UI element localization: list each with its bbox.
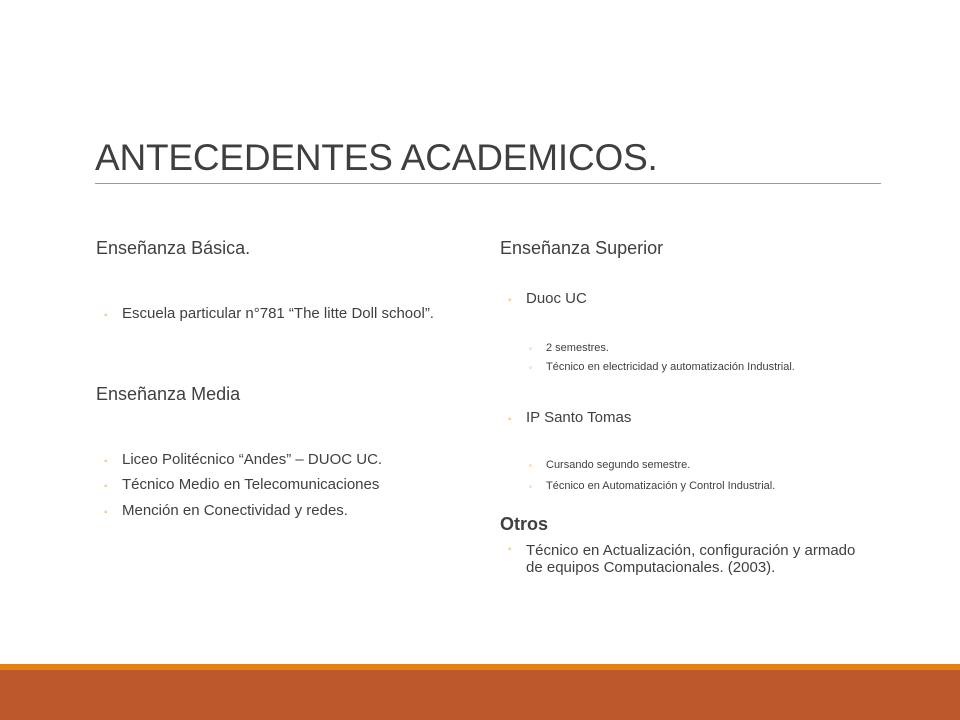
heading-superior: Enseñanza Superior	[500, 238, 664, 258]
title-divider	[95, 183, 881, 184]
slide-title: ANTECEDENTES ACADEMICOS.	[95, 137, 658, 178]
footer-band	[0, 670, 960, 720]
list-item-text: Escuela particular n°781 “The litte Doll school”.	[122, 305, 434, 322]
detail-text: Técnico en Automatización y Control Industrial.	[546, 480, 776, 492]
detail-item	[529, 459, 690, 471]
list-item	[104, 451, 382, 468]
detail-text: Cursando segundo semestre.	[546, 459, 691, 471]
list-item	[508, 542, 866, 576]
detail-text: Técnico en electricidad y automatización Industrial.	[546, 361, 795, 373]
list-item-text: Mención en Conectividad y redes.	[122, 502, 348, 519]
ring-bullet-icon: ◦	[104, 481, 108, 492]
heading-media: Enseñanza Media	[96, 384, 241, 404]
detail-item	[529, 480, 775, 492]
ring-bullet-icon: ◦	[104, 456, 108, 467]
list-item	[104, 476, 379, 493]
institution-name: Duoc UC	[526, 290, 587, 307]
ring-bullet-icon: ◦	[104, 310, 108, 321]
heading-otros: Otros	[500, 514, 549, 534]
list-item-text: Técnico Medio en Telecomunicaciones	[122, 476, 380, 493]
detail-item	[529, 342, 609, 354]
ring-bullet-icon: ◦	[508, 544, 512, 555]
ring-bullet-icon: ◦	[529, 461, 532, 470]
heading-basica: Enseñanza Básica.	[96, 238, 251, 258]
ring-bullet-icon: ◦	[508, 295, 512, 306]
list-item-text: Liceo Politécnico “Andes” – DUOC UC.	[122, 451, 383, 468]
detail-text: 2 semestres.	[546, 342, 609, 354]
ring-bullet-icon: ◦	[508, 414, 512, 425]
ring-bullet-icon: ◦	[529, 482, 532, 491]
institution-item	[508, 409, 631, 426]
list-item-text: Técnico en Actualización, configuración y armado de equipos Computacionales. (2003).	[526, 542, 856, 576]
ring-bullet-icon: ◦	[529, 344, 532, 353]
ring-bullet-icon: ◦	[529, 363, 532, 372]
ring-bullet-icon: ◦	[104, 507, 108, 518]
list-item	[104, 305, 434, 322]
list-item	[104, 502, 348, 519]
institution-item	[508, 290, 587, 307]
detail-item	[529, 361, 795, 373]
institution-name: IP Santo Tomas	[526, 409, 632, 426]
